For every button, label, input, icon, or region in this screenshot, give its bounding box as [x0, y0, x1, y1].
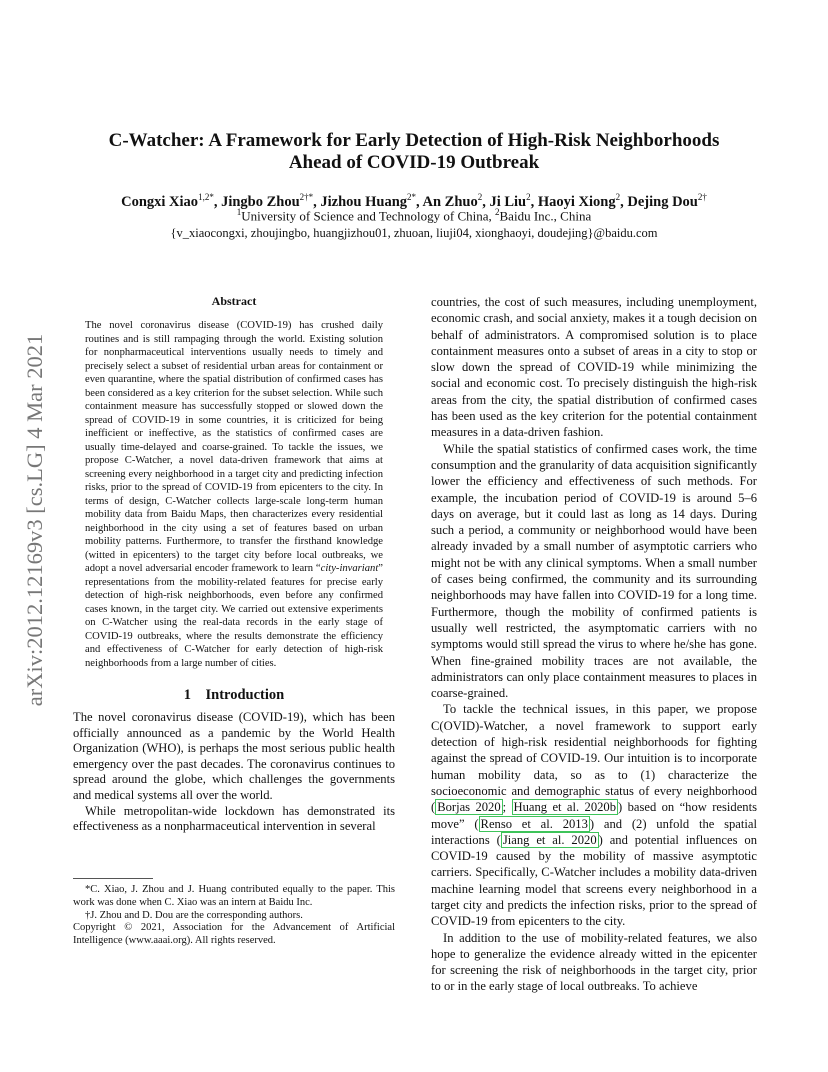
- paragraph: While metropolitan-wide lockdown has demonstrated its effectiveness as a nonpharmaceutical intervention in several: [73, 803, 395, 834]
- paper-title: [60, 130, 768, 174]
- author-emails: {v_xiaocongxi, zhoujingbo, huangjizhou01, zhuoan, liuji04, xionghaoyi, doudejing}@baidu.com: [170, 226, 658, 240]
- affiliations: $^1$University of Science and Technology of China, $^2$Baidu Inc., China: [236, 207, 592, 224]
- footnotes: [73, 878, 395, 948]
- section-heading-introduction: 1 Introduction: [183, 687, 285, 703]
- author: Jingbo Zhou$^{2\dagger*}$: [221, 192, 314, 210]
- paragraph: countries, the cost of such measures, including unemployment, economic crash, and social anxiety, makes it a tough decision on behalf of administrators. A compromised solution is to place containment measures onto a subset of areas in a city to stop or slow down the spread of COVID-19 while minimizing the social and economic cost. To precisely distinguish the high-risk areas from the city, the spatial distribution of confirmed cases has been used as the key criterion for the potential containment measures in a data-driven fashion.: [431, 295, 757, 440]
- author: Haoyi Xiong$^2$: [537, 192, 621, 210]
- paragraph: To tackle the technical issues, in this paper, we propose C(OVID)-Watcher, a novel framework to support early detection of high-risk residential neighborhoods for fighting against the spread of COVID-19. Our intuition is to incorporate human mobility data, so as to (1) characterize the socioeconomic and demographic status of every neighborhood ( Borjas 2020 ; Huang et al. 2020b ) based on “how residents move” ( Renso et al. 2013 ) and (2) unfold the spatial interactions ( Jiang et al. 2020 ) and potential influences on COVID-19 caused by the mobility of massive asymptotic carriers. Specifically, C-Watcher includes a mobility data-driven machine learning model that screens every neighborhood in a target city and predicts the infection risks, prior to the spread of COVID-19 from epicenters to the city.: [431, 702, 757, 929]
- copyright-notice: Copyright © 2021, Association for the Advancement of Artificial Intelligence (www.aaai.org). All rights reserved.: [73, 922, 395, 947]
- author-list: Congxi Xiao$^{1,2*}$, Jingbo Zhou$^{2\dagger*}$, Jizhou Huang$^{2*}$, An Zhuo$^2$, Ji Liu$^2$, Haoyi Xiong$^2$, Dejing Dou$^{2\dagger}$: [121, 192, 707, 210]
- author: An Zhuo$^2$: [422, 192, 483, 210]
- author: Dejing Dou$^{2\dagger}$: [627, 192, 707, 210]
- citation-link[interactable]: Jiang et al. 2020: [502, 832, 597, 847]
- abstract-heading: Abstract: [211, 294, 257, 308]
- left-column: [73, 294, 395, 835]
- footnote-equal-contribution: *C. Xiao, J. Zhou and J. Huang contributed equally to the paper. This work was done when C. Xiao was an intern at Baidu Inc.: [73, 884, 395, 908]
- footnote-divider: [73, 878, 153, 879]
- arxiv-identifier: arXiv:2012.12169v3 [cs.LG] 4 Mar 2021: [22, 333, 47, 707]
- paragraph: In addition to the use of mobility-related features, we also hope to generalize the evidence already witted in the epicenter for screening the risk of neighborhoods in the target city, prior to or in the early stage of local outbreaks. To achieve: [431, 930, 757, 994]
- abstract-body: The novel coronavirus disease (COVID-19) has crushed daily routines and is still rampaging through the world. Existing solution for nonpharmaceutical interventions usually needs to timely and precisely select a subset of residential urban areas for containment or even quarantine, where the spatial distribution of confirmed cases has been considered as a key criterion for the subset selection. While such containment measure has successfully stopped or slowed down the spread of COVID-19 in some countries, it is criticized for being inefficient or ineffective, as the statistics of confirmed cases are usually time-delayed and coarse-grained. To tackle the issues, we propose C-Watcher, a novel data-driven framework that aims at screening every neighborhood in a target city and predicting infection risks, prior to the spread of COVID-19 from epicenters to the city. In terms of design, C-Watcher collects large-scale long-term human mobility data from Baidu Maps, then characterizes every residential neighborhood in the city using a set of features based on urban mobility patterns. Furthermore, to transfer the firsthand knowledge (witted in epicenters) to the target city before local outbreaks, we adopt a novel adversarial encoder framework to learn “city-invariant” representations from the mobility-related features for precise early detection of high-risk neighborhoods, even before any confirmed cases known, in the target city. We carried out extensive experiments on C-Watcher using the real-data records in the early stage of COVID-19 outbreaks, where the results demonstrate the efficiency and effectiveness of C-Watcher for early detection of high-risk neighborhoods from a large number of cities.: [85, 320, 383, 669]
- right-column: [431, 294, 757, 995]
- citation-link[interactable]: Renso et al. 2013: [480, 816, 588, 831]
- author: Congxi Xiao$^{1,2*}$: [121, 192, 214, 210]
- introduction-text: [73, 710, 395, 835]
- author: Ji Liu$^2$: [489, 192, 531, 210]
- paragraph: While the spatial statistics of confirmed cases work, the time consumption and the granularity of data acquisition significantly lower the efficiency and effectiveness of such methods. For example, the incubation period of COVID-19 is around 5–6 days on average, but it could last as long as 14 days. During such a period, a community or neighborhood would have been already invaded by a small number of asymptotic carriers who might not be with any clinical symptoms. When a small number of cases being confirmed, the community and its surrounding neighborhoods may have fallen into COVID-19 for a long time. Furthermore, though the mobility of confirmed patients is usually well restricted, the asymptomatic carriers with no symptoms would still spread the virus to where he/she has gone. When fine-grained mobility traces are not available, the administrators can only place containment measures to places in coarse-grained.: [431, 441, 757, 701]
- footnote-corresponding-authors: †J. Zhou and D. Dou are the corresponding authors.: [85, 909, 303, 921]
- title-line-2: Ahead of COVID-19 Outbreak: [288, 152, 540, 173]
- author: Jizhou Huang$^{2*}$: [320, 192, 417, 210]
- title-line-1: C-Watcher: A Framework for Early Detection of High-Risk Neighborhoods: [108, 130, 720, 151]
- arxiv-sidebar-stamp: [15, 290, 55, 750]
- paragraph: The novel coronavirus disease (COVID-19), which has been officially announced as a pandemic by the World Health Organization (WHO), is perhaps the most serious public health emergency over the past decades. The coronavirus continues to spread around the globe, which challenges the governments and medical systems all over the world.: [73, 710, 395, 802]
- citation-link[interactable]: Borjas 2020: [437, 800, 501, 815]
- citation-link[interactable]: Huang et al. 2020b: [513, 800, 617, 815]
